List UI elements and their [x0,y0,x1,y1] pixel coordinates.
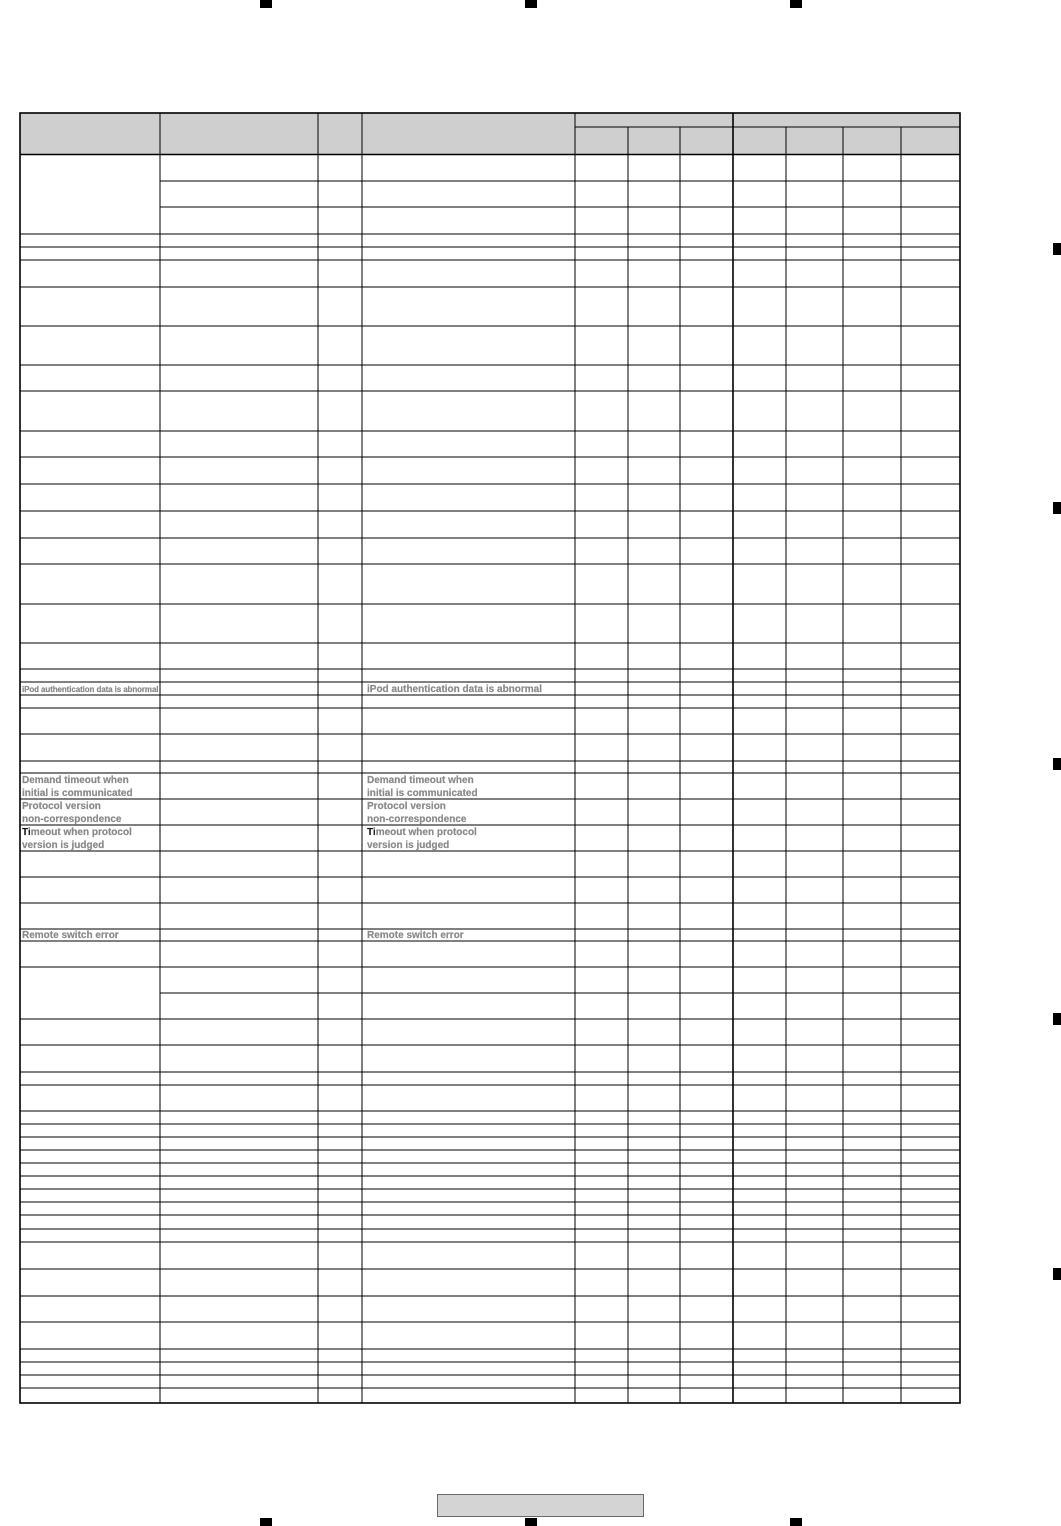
timeout-protocol-desc-line1-bold: Ti [367,827,376,838]
ipod-auth-error-desc-cell: iPod authentication data is abnormal [367,684,543,695]
timeout-protocol-code-line2: version is judged [22,840,105,851]
demand-timeout-code-line2: initial is communicated [22,788,133,799]
timeout-protocol-code-line1-bold: Ti [22,827,31,838]
protocol-version-desc-line2: non-correspondence [367,814,467,825]
demand-timeout-desc-line1: Demand timeout when [367,775,474,786]
remote-switch-error-desc-cell: Remote switch error [367,930,464,941]
timeout-protocol-desc-line2: version is judged [367,840,450,851]
protocol-version-code-line1: Protocol version [22,801,101,812]
demand-timeout-code-line1: Demand timeout when [22,775,129,786]
protocol-version-code-line2: non-correspondence [22,814,122,825]
timeout-protocol-code-line1 [22,826,132,839]
page-number-box [437,1494,644,1517]
demand-timeout-desc-line2: initial is communicated [367,788,478,799]
ipod-auth-error-code-cell: iPod authentication data is abnormal [22,685,159,694]
protocol-version-desc-line1: Protocol version [367,801,446,812]
timeout-protocol-code-line1-rest: meout when protocol [30,827,132,838]
timeout-protocol-desc-line1-rest: meout when protocol [375,827,477,838]
remote-switch-error-code-cell: Remote switch error [22,930,119,941]
timeout-protocol-desc-line1 [367,826,477,839]
